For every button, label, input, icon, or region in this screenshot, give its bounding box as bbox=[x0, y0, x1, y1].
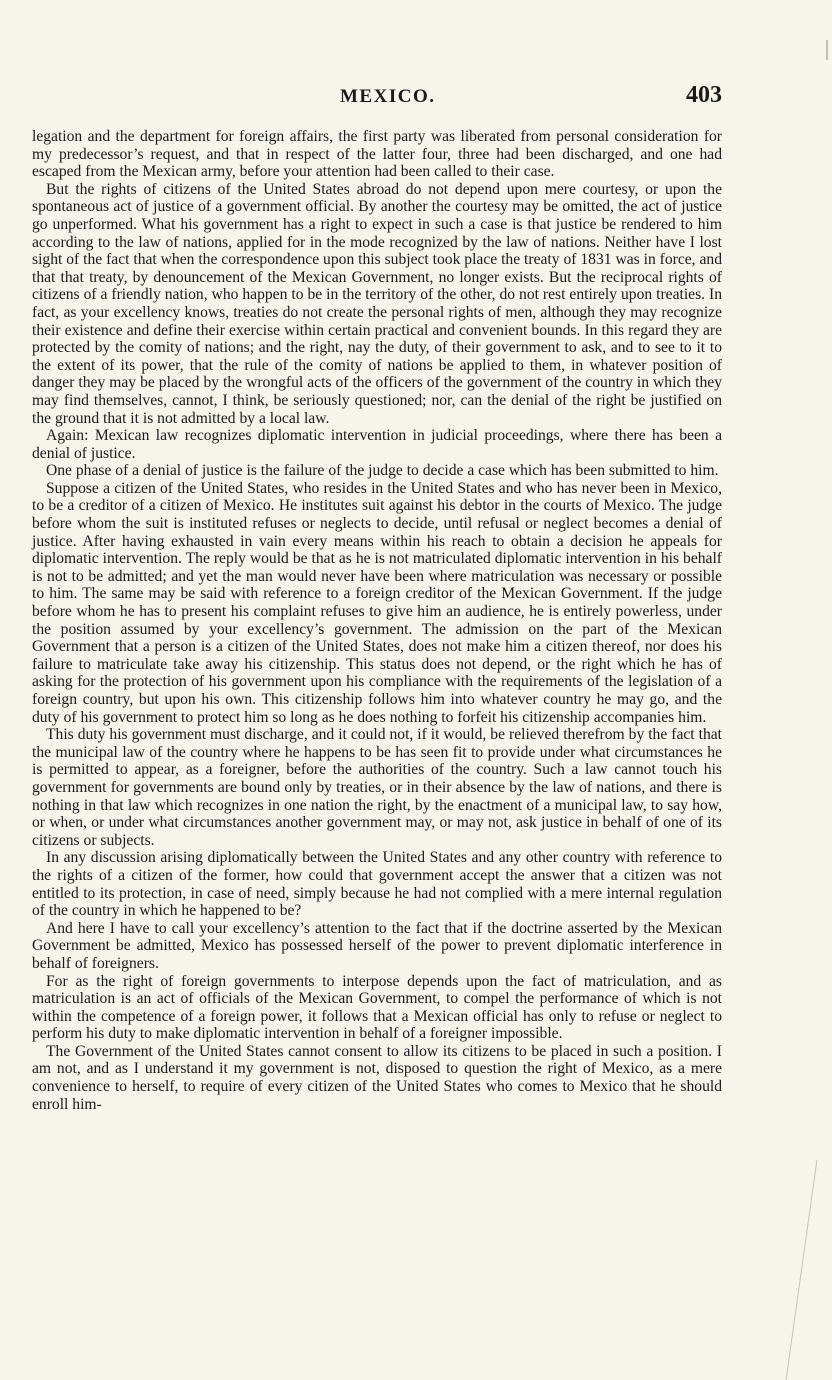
paragraph: legation and the department for foreign affairs, the first party was liberated from personal consideration for my predecessor’s request, and that in respect of the latter four, three had been discharged, and one had escaped from the Mexican army, before your attention had been called to their case. bbox=[32, 128, 722, 181]
paragraph: The Government of the United States cannot consent to allow its citizens to be placed in such a position. I am not, and as I understand it my government is not, disposed to question the right of Mexico, as a mere convenience to herself, to require of every citizen of the United States who comes to Mexico that he should enroll him- bbox=[32, 1042, 722, 1113]
paragraph: And here I have to call your excellency’s attention to the fact that if the doctrine asserted by the Mexican Government be admitted, Mexico has possessed herself of the power to prevent diplomatic interference in behalf of foreigners. bbox=[32, 919, 722, 972]
scan-page-edge bbox=[786, 1160, 832, 1380]
running-title: MEXICO. bbox=[340, 86, 436, 107]
body-text bbox=[32, 128, 722, 1113]
scan-edge-mark bbox=[826, 40, 828, 60]
paragraph: This duty his government must discharge, and it could not, if it would, be relieved therefrom by the fact that the municipal law of the country where he happens to be has seen fit to provide under what circumstances he is permitted to appear, as a foreigner, before the authorities of the country. Such a law cannot touch his government for governments are bound only by treaties, or in their absence by the law of nations, and there is nothing in that law which recognizes in one nation the right, by the enactment of a municipal law, to say how, or when, or under what circumstances another government may, or may not, ask justice in behalf of one of its citizens or subjects. bbox=[32, 726, 722, 849]
page-header bbox=[0, 84, 832, 114]
paragraph: One phase of a denial of justice is the failure of the judge to decide a case which has been submitted to him. bbox=[46, 462, 719, 480]
paragraph: In any discussion arising diplomatically between the United States and any other country with reference to the rights of a citizen of the former, how could that government accept the answer that a citizen was not entitled to its protection, in case of need, simply because he had not complied with a mere internal regulation of the country in which he happened to be? bbox=[32, 849, 722, 920]
paragraph: But the rights of citizens of the United States abroad do not depend upon mere courtesy, or upon the spontaneous act of justice of a government official. By another the courtesy may be omitted, the act of justice go unperformed. What his government has a right to expect in such a case is that justice be rendered to him according to the law of nations, applied for in the mode recognized by the law of nations. Neither have I lost sight of the fact that when the correspondence upon this subject took place the treaty of 1831 was in force, and that that treaty, by denouncement of the Mexican Government, no longer exists. But the reciprocal rights of citizens of a friendly nation, who happen to be in the territory of the other, do not rest entirely upon treaties. In fact, as your excellency knows, treaties do not create the personal rights of men, although they may recognize their existence and define their exercise within certain practical and convenient bounds. In this regard they are protected by the comity of nations; and the right, nay the duty, of their government to ask, and to see to it to the extent of its power, that the rule of the comity of nations be applied to them, in whatever position of danger they may be placed by the wrongful acts of the officers of the government of the country in which they may find themselves, cannot, I think, be seriously questioned; nor, can the denial of the right be justified on the ground that it is not admitted by a local law. bbox=[32, 180, 722, 427]
paragraph: Suppose a citizen of the United States, who resides in the United States and who has never been in Mexico, to be a creditor of a citizen of Mexico. He institutes suit against his debtor in the courts of Mexico. The judge before whom the suit is instituted refuses or neglects to decide, until refusal or neglect becomes a denial of justice. After having exhausted in vain every means within his reach to obtain a decision he appeals for diplomatic intervention. The reply would be that as he is not matriculated diplomatic intervention in his behalf is not to be admitted; and yet the man would never have been where matriculation was necessary or possible to him. The same may be said with reference to a foreign creditor of the Mexican Government. If the judge before whom he has to present his complaint refuses to give him an audience, he is entirely powerless, under the position assumed by your excellency’s government. The admission on the part of the Mexican Government that a person is a citizen of the United States, does not make him a citizen thereof, nor does his failure to matriculate take away his citizenship. This status does not depend, or the right which he has of asking for the protection of his government upon his compliance with the requirements of the legislation of a foreign country, but upon his own. This citizenship follows him into whatever country he may go, and the duty of his government to protect him so long as he does nothing to forfeit his citizenship accompanies him. bbox=[32, 479, 722, 726]
page-number: 403 bbox=[686, 82, 722, 108]
paragraph: For as the right of foreign governments to interpose depends upon the fact of matriculation, and as matriculation is an act of officials of the Mexican Government, to compel the performance of which is not within the competence of a foreign power, it follows that a Mexican official has only to refuse or neglect to perform his duty to make diplomatic intervention in behalf of a foreigner impossible. bbox=[32, 972, 722, 1043]
paragraph: Again: Mexican law recognizes diplomatic intervention in judicial proceedings, where there has been a denial of justice. bbox=[32, 427, 722, 462]
